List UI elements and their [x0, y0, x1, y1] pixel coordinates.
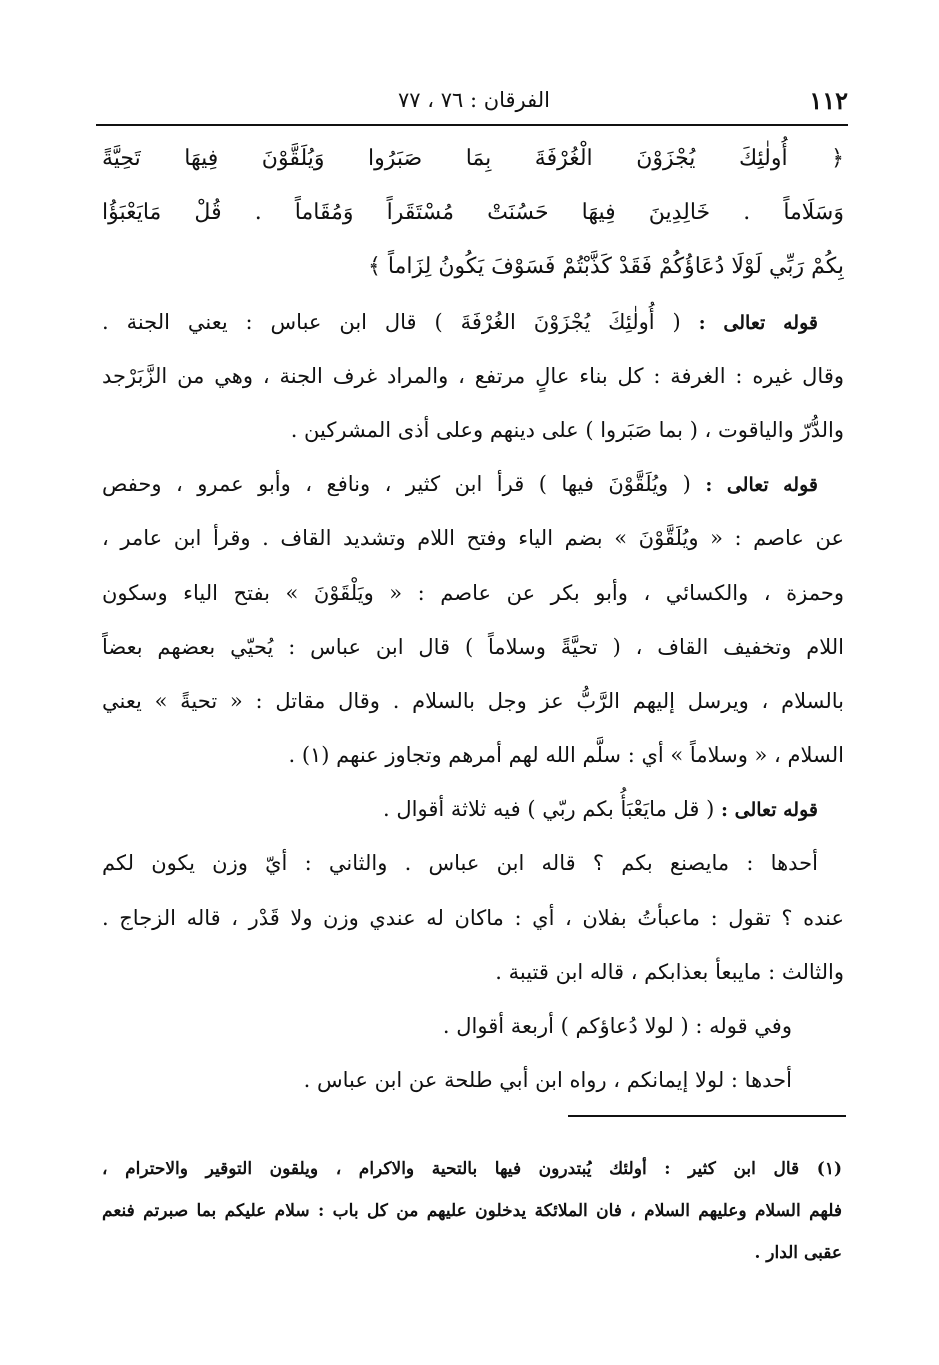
commentary-line: والثالث : مايبعأ بعذابكم ، قاله ابن قتيبة .	[495, 959, 844, 984]
commentary-line	[102, 457, 844, 511]
commentary-line: عنده ؟ تقول : ماعبأتُ بفلان ، أي : ماكان له عندي وزن ولا قَدْر ، قاله الزجاج .	[102, 905, 844, 930]
commentary-line: أحدها : مايصنع بكم ؟ قاله ابن عباس . والثاني : أيّ وزن يكون لكم	[102, 851, 818, 876]
commentary-line	[102, 295, 844, 349]
commentary-line: وفي قوله : ( لولا دُعاؤكم ) أربعة أقوال .	[442, 1014, 792, 1038]
commentary-line: اللام وتخفيف القاف ، ( تحيَّةً وسلاماً ) قال ابن عباس : يُحيّي بعضهم بعضاً	[102, 634, 844, 659]
footnote-line: (١) قال ابن كثير : أولئك يُبتدرون فيها بالتحية والاكرام ، ويلقون التوقير والاحترام ،	[102, 1159, 842, 1179]
keyword: قوله تعالى :	[721, 799, 818, 822]
header-rule	[96, 124, 848, 126]
line-text: ( قل مايَعْبَأُ بكم ربّي ) فيه ثلاثة أقوال .	[383, 797, 715, 822]
footnote-line: فلهم السلام وعليهم السلام ، فان الملائكة يدخلون عليهم من كل باب : سلام عليكم بما صبرتم فنعم	[102, 1201, 842, 1221]
commentary-line: بالسلام ، ويرسل إليهم الرَّبُّ عز وجل بالسلام . وقال مقاتل : « تحيةً » يعني	[102, 688, 844, 713]
commentary-line: أحدها : لولا إيمانكم ، رواه ابن أبي طلحة عن ابن عباس .	[303, 1068, 792, 1093]
commentary-line: السلام ، « وسلاماً » أي : سلَّم الله لهم أمرهم وتجاوز عنهم (١) .	[288, 743, 844, 768]
line-text: ( ويُلَقَّوْنَ فيها ) قرأ ابن كثير ، ونافع ، وأبو عمرو ، وحفص	[102, 472, 691, 497]
verse-line: ﴿ أُولٰئِكَ يُجْزَوْنَ الْغُرْفَةَ بِمَا صَبَرُوا وَيُلَقَّوْنَ فِيهَا تَحِيَّةً	[102, 146, 844, 171]
keyword: قوله تعالى :	[698, 311, 818, 334]
commentary-line: وحمزة ، والكسائي ، وأبو بكر عن عاصم : « ويَلْقَوْنَ » بفتح الياء وسكون	[102, 580, 844, 605]
page-number: ١١٢	[809, 86, 848, 115]
commentary-line	[102, 782, 844, 836]
footnotes	[102, 1148, 842, 1274]
running-title: الفرقان : ٧٦ ، ٧٧	[398, 88, 550, 112]
verse-line: بِكُمْ رَبِّي لَوْلَا دُعَاؤُكُمْ فَقَدْ كَذَّبْتُمْ فَسَوْفَ يَكُونُ لِزَاماً ﴾	[368, 254, 844, 280]
line-text: ( أُولٰئِكَ يُجْزَوْنَ الغُرْفَةَ ) قال ابن عباس : يعني الجنة .	[102, 309, 681, 334]
footnote-rule	[568, 1115, 846, 1117]
page-header	[100, 86, 848, 120]
keyword: قوله تعالى :	[705, 474, 818, 497]
commentary-line: وقال غيره : الغرفة : كل بناء عالٍ مرتفع ، والمراد غرف الجنة ، وهي من الزَّبَرْجد	[102, 363, 844, 388]
commentary-line: والدُّرّ والياقوت ، ( بما صَبَروا ) على دينهم وعلى أذى المشركين .	[290, 417, 844, 442]
footnote-line: عقبى الدار .	[754, 1243, 842, 1263]
commentary-line: عن عاصم : « ويُلَقَّوْنَ » بضم الياء وفتح اللام وتشديد القاف . وقرأ ابن عامر ،	[102, 526, 844, 551]
main-text	[102, 132, 844, 1107]
verse-line: وَسَلَاماً . خَالِدِينَ فِيهَا حَسُنَتْ مُسْتَقَراً وَمُقَاماً . قُلْ مَايَعْبَؤُا	[102, 200, 844, 226]
